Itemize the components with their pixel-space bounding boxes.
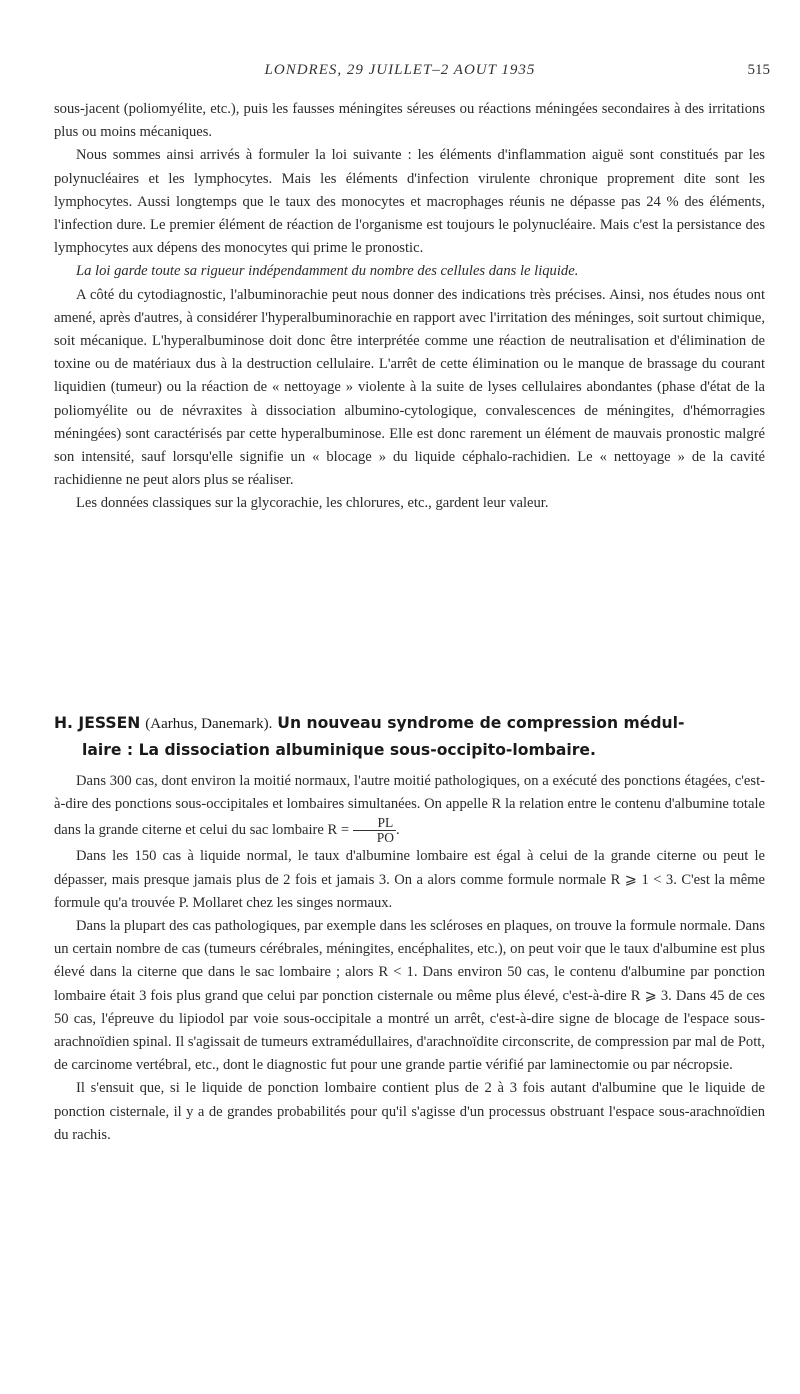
paragraph: Les données classiques sur la glycorachie, les chlorures, etc., gardent leur valeur. [76,495,549,512]
paragraph-text: Dans 300 cas, dont environ la moitié normaux, l'autre moitié pathologiques, on a exécuté des ponctions étagées, c'est-à-dire des ponctions sous-occipitales et lombaires simultanées. On appelle R la relation entre le contenu d'albumine totale dans la grande citerne et celui du sac lombaire R = [54,773,765,839]
ratio-formula [353,816,396,845]
article-end-section [54,98,765,516]
abstract-title-line2: laire : La dissociation albuminique sous-occipito-lombaire. [82,741,596,759]
abstract-title-line1: Un nouveau syndrome de compression médul- [277,714,685,732]
paragraph: Dans les 150 cas à liquide normal, le taux d'albumine lombaire est égal à celui de la grande citerne ou peut le dépasser, mais presque jamais plus de 2 fois et jamais 3. On a alors comme formule normale R ⩾ 1 < 3. C'est la même formule qu'a trouvée P. Mollaret chez les singes normaux. [54,848,765,911]
paragraph [54,770,765,845]
formula-numerator: PL [353,816,396,831]
abstract-body [54,770,765,1147]
paragraph: A côté du cytodiagnostic, l'albuminorachie peut nous donner des indications très précises. Ainsi, nos études nous ont amené, après d'autres, à considérer l'hyperalbuminorachie en rapport avec l'irritation des méninges, soit surtout chimique, soit mécanique. L'hyperalbuminose doit donc être interprétée comme une réaction de neutralisation et d'élimination de toxine ou de matériaux dus à la destruction cellulaire. L'arrêt de cette élimination ou le manque de brassage du courant liquidien (tumeur) ou la réaction de « nettoyage » violente à la suite de lyses cellulaires abondantes (phase d'état de la poliomyélite ou de névraxites à dissociation albumino-cytologique, convalescences de méningites, d'hémorragies méningées) sont caractérisés par cette hyperalbuminose. Elle est donc rarement un élément de mauvais pronostic malgré son intensité, sauf lorsqu'elle signifie un « blocage » du liquide céphalo-rachidien. Le « nettoyage » de la cavité rachidienne ne peut alors plus se réaliser. [54,286,765,489]
paragraph: Dans la plupart des cas pathologiques, par exemple dans les scléroses en plaques, on trouve la formule normale. Dans un certain nombre de cas (tumeurs cérébrales, méningites, encéphalites, etc.), on peut voir que le taux d'albumine est plus élevé dans la citerne que dans le sac lombaire ; alors R < 1. Dans environ 50 cas, le contenu d'albumine par ponction lombaire était 3 fois plus grand que celui par ponction cisternale ou même plus élevé, c'est-à-dire R ⩾ 3. Dans 45 de ces 50 cas, l'épreuve du lipiodol par voie sous-occipitale a montré un arrêt, c'est-à-dire signe de blocage de l'espace sous-arachnoïdien spinal. Il s'agissait de tumeurs extramédullaires, d'arachnoïdite circonscrite, de compression par mal de Pott, de carcinome vertébral, etc., dont le diagnostic fut pour une grande partie vérifié par laminectomie ou par nécropsie. [54,918,765,1074]
abstract-heading [54,710,765,763]
paragraph: sous-jacent (poliomyélite, etc.), puis les fausses méningites séreuses ou réactions méningées secondaires à des irritations plus ou moins mécaniques. [54,101,765,141]
paragraph: Il s'ensuit que, si le liquide de ponction lombaire contient plus de 2 à 3 fois autant d'albumine que le liquide de ponction cisternale, il y a de grandes probabilités pour qu'il s'agisse d'un processus obstruant l'espace sous-arachnoïdien du rachis. [54,1080,765,1143]
author-name: H. JESSEN [54,714,141,732]
page-number: 515 [747,62,770,78]
paragraph: Nous sommes ainsi arrivés à formuler la loi suivante : les éléments d'inflammation aiguë sont constitués par les polynucléaires et les lymphocytes. Mais les éléments d'infection virulente chronique proprement dite sont les lymphocytes. Aussi longtemps que le taux des monocytes et macrophages réunis ne dépasse pas 24 % des éléments, l'infection dure. Le premier élément de réaction de l'organisme est toujours le polynucléaire. Mais c'est la persistance des lymphocytes aux dépens des monocytes qui prime le pronostic. [54,147,765,257]
running-title: LONDRES, 29 JUILLET–2 AOUT 1935 [264,62,536,78]
formula-end: . [396,822,400,839]
formula-denominator: PO [376,830,395,846]
paragraph-italic: La loi garde toute sa rigueur indépendamment du nombre des cellules dans le liquide. [76,263,579,280]
author-affiliation: (Aarhus, Danemark). [145,716,273,732]
